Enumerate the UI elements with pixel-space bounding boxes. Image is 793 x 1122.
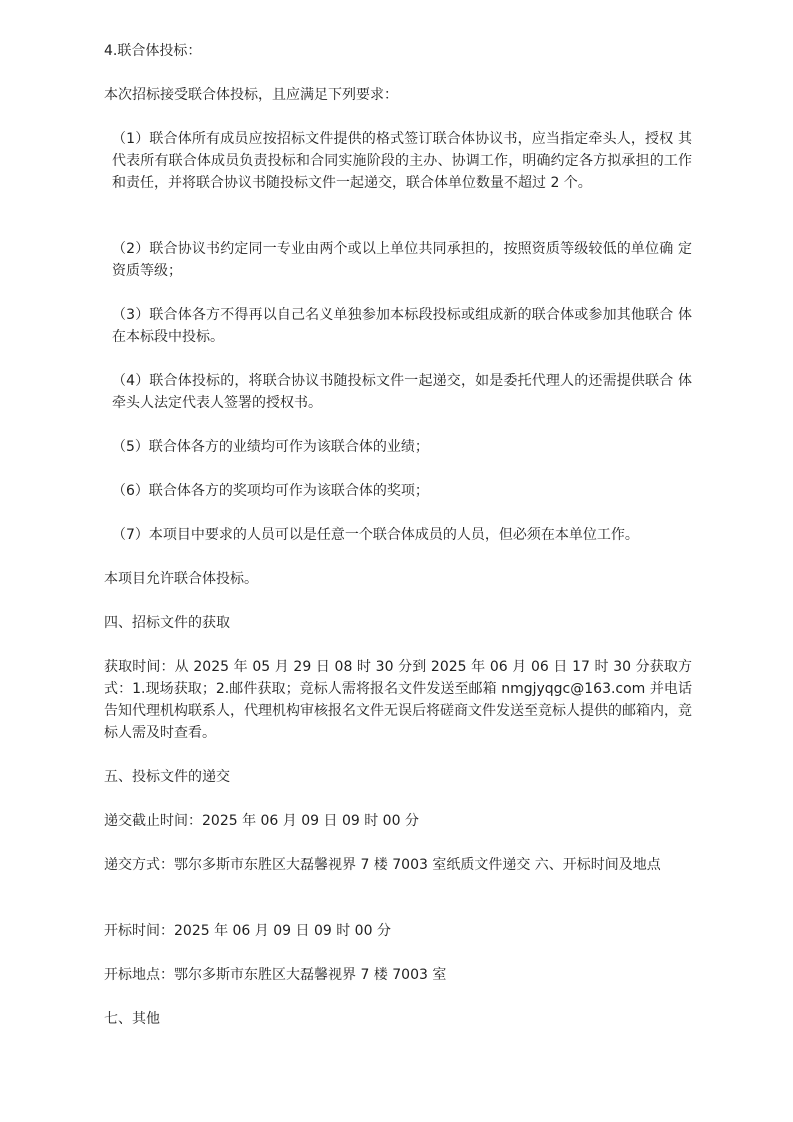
requirement-5: （5）联合体各方的业绩均可作为该联合体的业绩； bbox=[112, 439, 429, 455]
requirement-4: （4）联合体投标的，将联合协议书随投标文件一起递交，如是委托代理人的还需提供联合 体牵头人法定代表人签署的授权书。 bbox=[112, 373, 692, 411]
submission-method: 递交方式：鄂尔多斯市东胜区大磊馨视界 7 楼 7003 室纸质文件递交 六、开标时间及地点 bbox=[104, 857, 661, 873]
section-7-title: 七、其他 bbox=[104, 1011, 160, 1027]
requirement-7: （7）本项目中要求的人员可以是任意一个联合体成员的人员，但必须在本单位工作。 bbox=[112, 527, 639, 543]
joint-bid-allowed: 本项目允许联合体投标。 bbox=[104, 571, 258, 587]
requirement-3: （3）联合体各方不得再以自己名义单独参加本标段投标或组成新的联合体或参加其他联合 体在本标段中投标。 bbox=[112, 307, 692, 345]
requirement-2: （2）联合协议书约定同一专业由两个或以上单位共同承担的，按照资质等级较低的单位确 定资质等级； bbox=[112, 241, 692, 279]
opening-time: 开标时间：2025 年 06 月 09 日 09 时 00 分 bbox=[104, 923, 391, 939]
opening-place: 开标地点：鄂尔多斯市东胜区大磊馨视界 7 楼 7003 室 bbox=[104, 967, 447, 983]
requirement-6: （6）联合体各方的奖项均可作为该联合体的奖项； bbox=[112, 483, 429, 499]
joint-bid-heading: 4.联合体投标： bbox=[104, 43, 202, 59]
section-4-title: 四、招标文件的获取 bbox=[104, 615, 230, 631]
requirement-1: （1）联合体所有成员应按招标文件提供的格式签订联合体协议书，应当指定牵头人，授权 其代表所有联合体成员负责投标和合同实施阶段的主办、协调工作，明确约定各方拟承担的工作和责任，并将联合协议书随投标文件一起递交，联合体单位数量不超过 2 个。 bbox=[112, 131, 692, 191]
section-4-body: 获取时间：从 2025 年 05 月 29 日 08 时 30 分到 2025 年 06 月 06 日 17 时 30 分获取方式：1.现场获取；2.邮件获取；竞标人需将报名文件发送至邮箱 nmgjyqgc@163.com 并电话告知代理机构联系人，代理机构审核报名文件无误后将磋商文件发送至竞标人提供的邮箱内，竞标人需及时查看。 bbox=[104, 659, 692, 741]
section-5-title: 五、投标文件的递交 bbox=[104, 769, 230, 785]
joint-bid-intro: 本次招标接受联合体投标，且应满足下列要求： bbox=[104, 87, 398, 103]
submission-deadline: 递交截止时间：2025 年 06 月 09 日 09 时 00 分 bbox=[104, 813, 419, 829]
